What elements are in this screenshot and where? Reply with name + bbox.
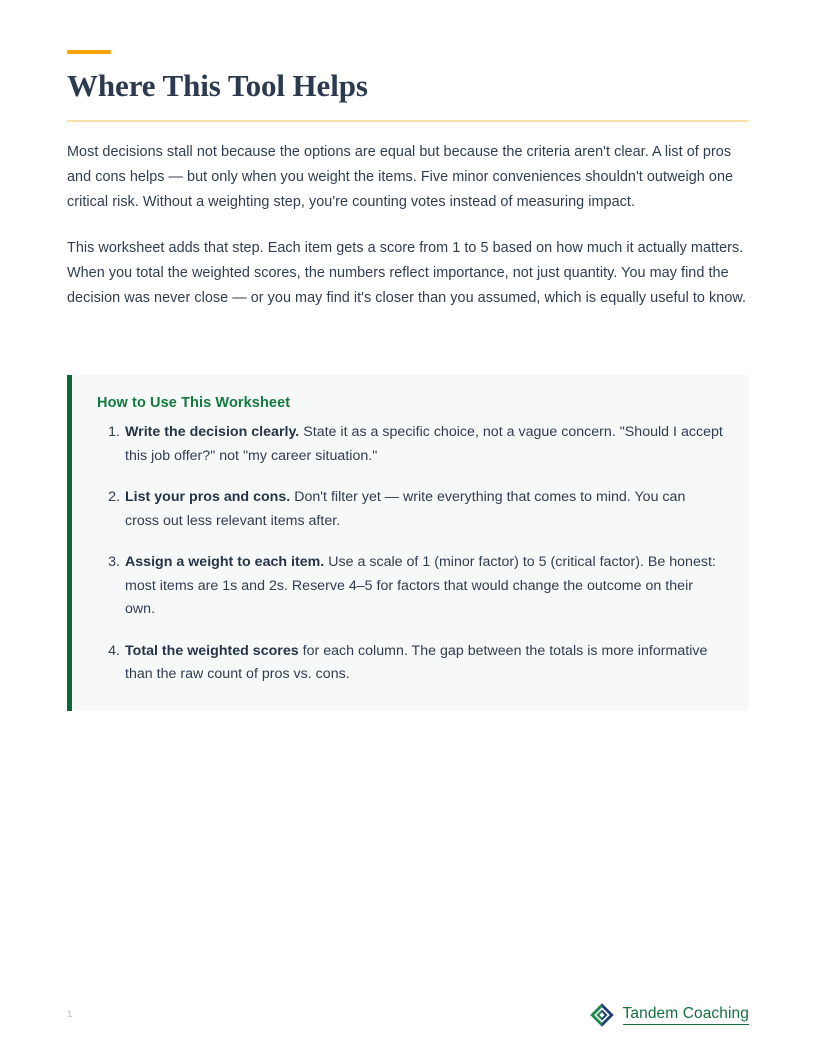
how-to-use-step <box>125 551 723 622</box>
page-header <box>67 50 749 122</box>
accent-bar <box>67 50 111 54</box>
step-text: Use a scale of 1 (minor factor) to 5 (critical factor). Be honest: most items are 1s and 2s. Reserve 4–5 for factors that would change the outcome on their own. <box>125 554 716 617</box>
how-to-use-step <box>125 640 723 687</box>
callout-heading: How to Use This Worksheet <box>97 395 291 411</box>
how-to-use-callout <box>67 375 749 711</box>
step-text: State it as a specific choice, not a vague concern. "Should I accept this job offer?" not "my career situation." <box>125 424 723 464</box>
title-divider <box>67 120 749 122</box>
intro-paragraph-2: This worksheet adds that step. Each item gets a score from 1 to 5 based on how much it actually matters. When you total the weighted scores, the numbers reflect importance, not just quantity. You may find the decision was never close — or you may find it's closer than you assumed, which is equally useful to know. <box>67 240 747 306</box>
intro-section <box>67 140 749 311</box>
step-text: for each column. The gap between the totals is more informative than the raw count of pros vs. cons. <box>125 642 708 682</box>
how-to-use-steps-list <box>97 421 723 687</box>
step-lead: Total the weighted scores <box>125 642 299 659</box>
brand-logo <box>589 1002 749 1028</box>
page-number: 1 <box>67 1009 73 1020</box>
step-lead: Assign a weight to each item. <box>125 554 325 570</box>
page-title: Where This Tool Helps <box>67 68 368 103</box>
step-lead: List your pros and cons. <box>125 489 291 505</box>
step-lead: Write the decision clearly. <box>125 424 300 440</box>
how-to-use-step <box>125 486 723 533</box>
step-text: Don't filter yet — write everything that comes to mind. You can cross out less relevant items after. <box>125 489 686 529</box>
brand-name: Tandem Coaching <box>623 1005 749 1025</box>
intro-paragraph-1: Most decisions stall not because the options are equal but because the criteria aren't clear. A list of pros and cons helps — but only when you weight the items. Five minor conveniences shouldn't outweigh one critical risk. Without a weighting step, you're counting votes instead of measuring impact. <box>67 144 734 210</box>
diamond-logo-icon <box>589 1002 615 1028</box>
how-to-use-step <box>125 421 723 468</box>
